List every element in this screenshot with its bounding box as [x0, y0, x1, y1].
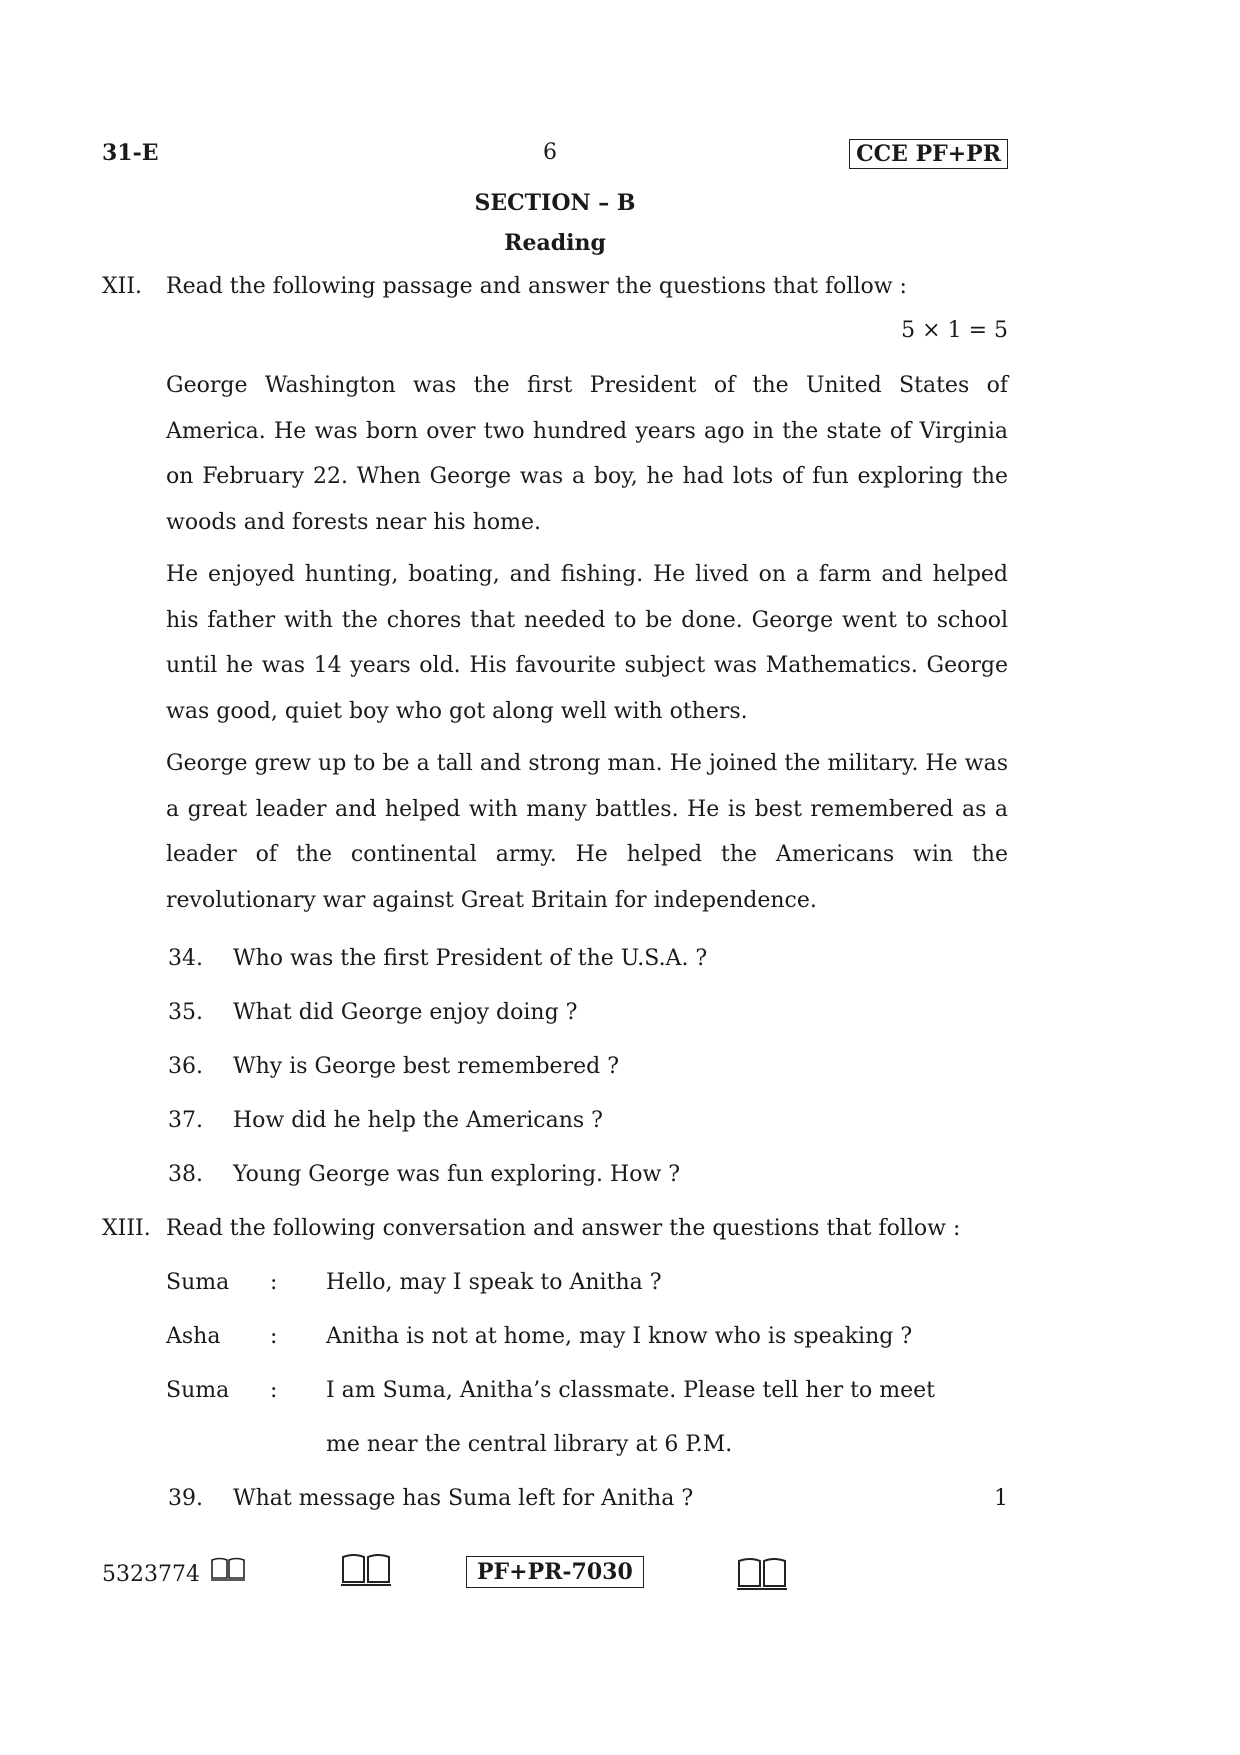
paper-code-box: PF+PR-7030	[466, 1556, 644, 1588]
dialogue-speaker: Asha	[166, 1324, 221, 1349]
sub-question-number: 38.	[168, 1162, 203, 1187]
page-number: 6	[543, 140, 557, 165]
sub-question-text: Who was the first President of the U.S.A. ?	[233, 946, 708, 971]
passage-paragraph: He enjoyed hunting, boating, and fishing. He lived on a farm and helped his father with the chores that needed to be done. George went to school until he was 14 years old. His favourite subject was Mathematics. George was good, quiet boy who got along well with others.	[166, 562, 1008, 724]
question-number-xiii: XIII.	[102, 1216, 151, 1241]
serial-number: 5323774	[102, 1562, 200, 1587]
dialogue-speaker: Suma	[166, 1270, 230, 1295]
marks-xii: 5 × 1 = 5	[901, 318, 1008, 343]
dialogue-line: I am Suma, Anitha’s classmate. Please tell her to meet	[326, 1378, 935, 1403]
sub-question-number: 39.	[168, 1486, 203, 1511]
boxed-label: CCE PF+PR	[849, 139, 1008, 169]
passage-paragraph: George Washington was the first President of the United States of America. He was born over two hundred years ago in the state of Virginia on February 22. When George was a boy, he had lots of fun exploring the woods and forests near his home.	[166, 373, 1008, 535]
marks-39: 1	[994, 1486, 1008, 1511]
sub-question-number: 34.	[168, 946, 203, 971]
sub-question-text: How did he help the Americans ?	[233, 1108, 603, 1133]
dialogue-speaker: Suma	[166, 1378, 230, 1403]
dialogue-colon: :	[270, 1378, 278, 1403]
dialogue-colon: :	[270, 1270, 278, 1295]
reading-passage	[166, 363, 1008, 930]
book-icon	[210, 1556, 246, 1582]
sub-question-number: 35.	[168, 1000, 203, 1025]
section-title: SECTION – B	[474, 190, 636, 216]
sub-question-text: What message has Suma left for Anitha ?	[233, 1486, 694, 1511]
paper-code: 31-E	[102, 140, 159, 166]
dialogue-line: Hello, may I speak to Anitha ?	[326, 1270, 662, 1295]
sub-question-number: 36.	[168, 1054, 203, 1079]
dialogue-line: me near the central library at 6 P.M.	[326, 1432, 733, 1457]
passage-paragraph: George grew up to be a tall and strong man. He joined the military. He was a great leader and helped with many battles. He is best remembered as a leader of the continental army. He helped the Americans win the revolutionary war against Great Britain for independence.	[166, 751, 1008, 913]
dialogue-line: Anitha is not at home, may I know who is speaking ?	[326, 1324, 913, 1349]
sub-question-number: 37.	[168, 1108, 203, 1133]
sub-question-text: Why is George best remembered ?	[233, 1054, 619, 1079]
book-icon	[736, 1556, 788, 1592]
section-subtitle: Reading	[504, 230, 606, 256]
sub-question-text: What did George enjoy doing ?	[233, 1000, 578, 1025]
question-number-xii: XII.	[102, 274, 143, 299]
sub-question-text: Young George was fun exploring. How ?	[233, 1162, 681, 1187]
book-icon	[340, 1552, 392, 1588]
question-instruction-xiii: Read the following conversation and answer the questions that follow :	[166, 1216, 961, 1241]
question-instruction-xii: Read the following passage and answer the questions that follow :	[166, 274, 907, 299]
dialogue-colon: :	[270, 1324, 278, 1349]
